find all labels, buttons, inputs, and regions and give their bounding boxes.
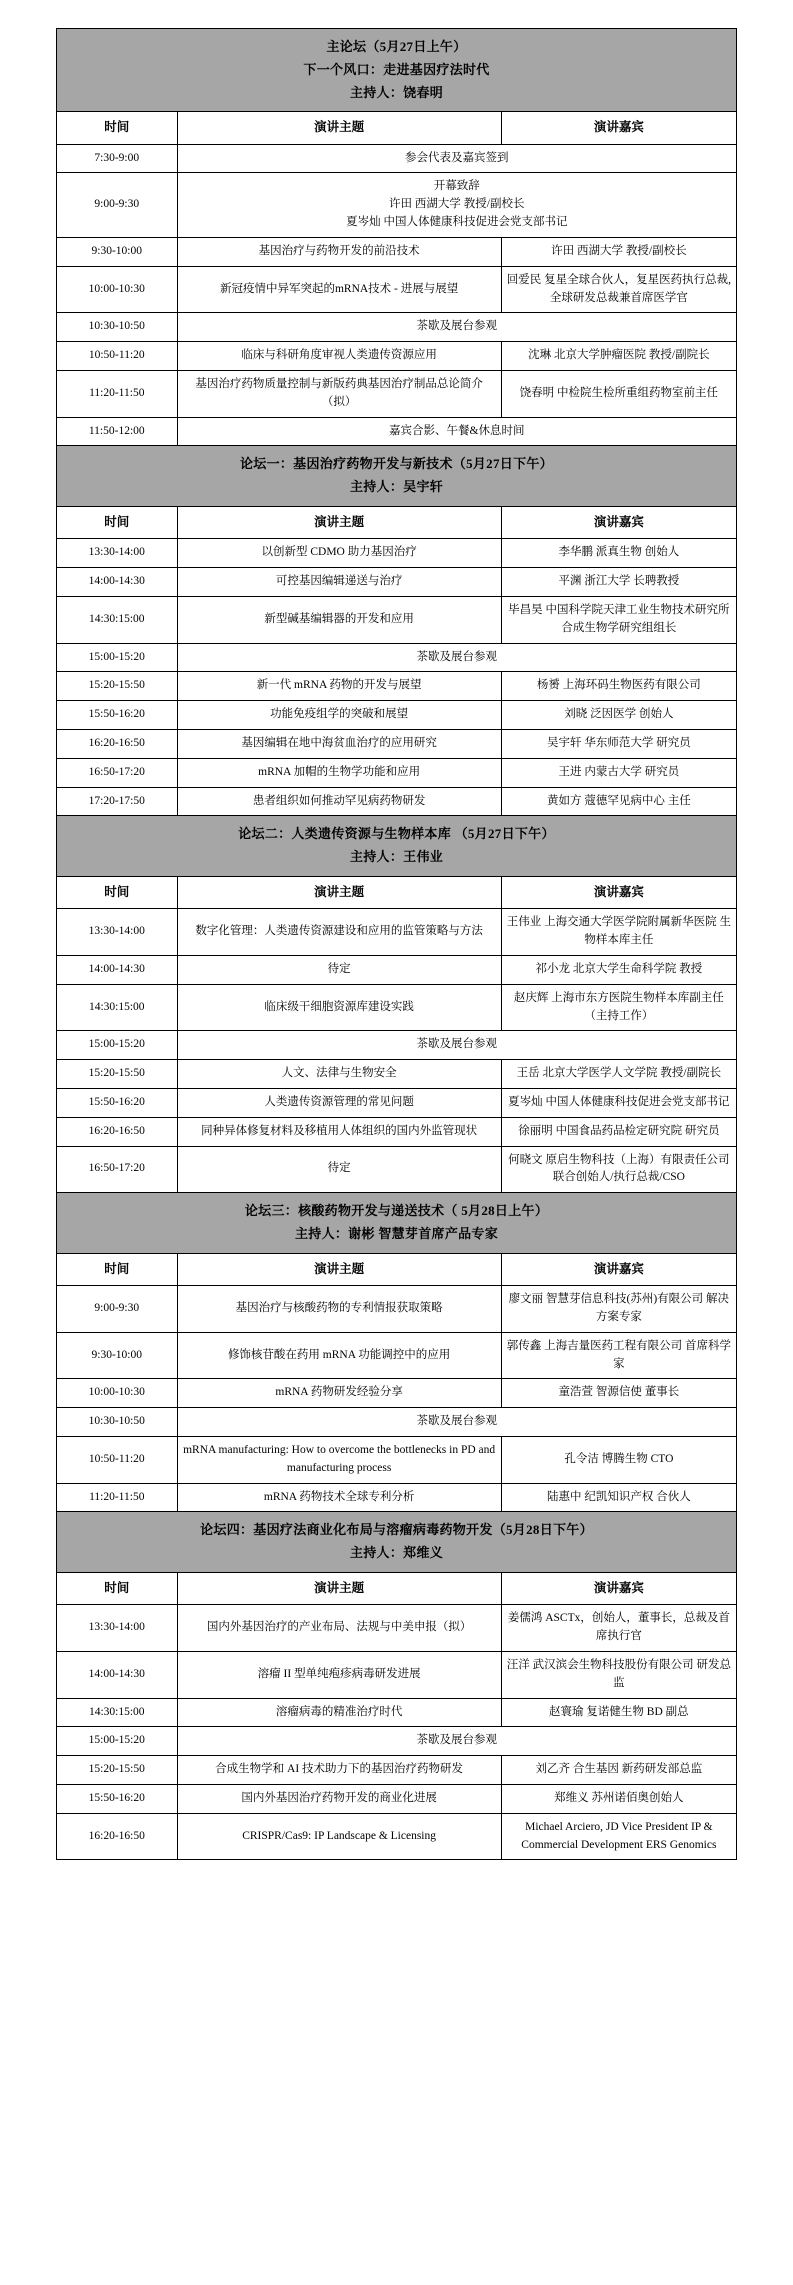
session-speaker: 廖文丽 智慧芽信息科技(苏州)有限公司 解决方案专家: [501, 1286, 736, 1333]
table-row: [57, 1117, 737, 1146]
table-row: [57, 984, 737, 1031]
table-row: [57, 643, 737, 672]
session-topic: 基因治疗药物质量控制与新版药典基因治疗制品总论简介（拟）: [177, 370, 501, 417]
column-header-speaker: 演讲嘉宾: [501, 1572, 736, 1604]
session-topic: 修饰核苷酸在药用 mRNA 功能调控中的应用: [177, 1332, 501, 1379]
table-row: [57, 1483, 737, 1512]
session-time: 10:30-10:50: [57, 1408, 178, 1437]
session-speaker: 平渊 浙江大学 长聘教授: [501, 568, 736, 597]
session-time: 15:00-15:20: [57, 1031, 178, 1060]
section-header-row: [57, 1512, 737, 1573]
table-row: [57, 1813, 737, 1860]
session-time: 14:30:15:00: [57, 596, 178, 643]
session-speaker: 何晓文 原启生物科技（上海）有限责任公司 联合创始人/执行总裁/CSO: [501, 1146, 736, 1193]
session-speaker: 王岳 北京大学医学人文学院 教授/副院长: [501, 1060, 736, 1089]
table-row: [57, 1784, 737, 1813]
section-header-row: [57, 1193, 737, 1254]
session-time: 9:00-9:30: [57, 173, 178, 237]
session-time: 13:30-14:00: [57, 1605, 178, 1652]
session-topic: 待定: [177, 955, 501, 984]
column-header-topic: 演讲主题: [177, 1572, 501, 1604]
table-row: [57, 237, 737, 266]
session-speaker: 姜儒鸿 ASCTx，创始人，董事长，总裁及首席执行官: [501, 1605, 736, 1652]
session-time: 11:20-11:50: [57, 1483, 178, 1512]
section-host: 主持人：饶春明: [349, 84, 444, 100]
table-row: [57, 596, 737, 643]
column-header-speaker: 演讲嘉宾: [501, 112, 736, 144]
session-note: 茶歇及展台参观: [177, 643, 736, 672]
session-speaker: 黄如方 蔻德罕见病中心 主任: [501, 787, 736, 816]
session-topic: 患者组织如何推动罕见病药物研发: [177, 787, 501, 816]
session-speaker: 郑维义 苏州诺佰奥创始人: [501, 1784, 736, 1813]
session-time: 11:20-11:50: [57, 370, 178, 417]
session-topic: 溶瘤病毒的精准治疗时代: [177, 1698, 501, 1727]
section-host: 主持人：谢彬 智慧芽首席产品专家: [294, 1225, 499, 1241]
session-topic: mRNA manufacturing: How to overcome the bottlenecks in PD and manufacturing process: [177, 1436, 501, 1483]
session-speaker: 回爱民 复星全球合伙人，复星医药执行总裁, 全球研发总裁兼首席医学官: [501, 266, 736, 313]
table-row: [57, 758, 737, 787]
session-time: 11:50-12:00: [57, 417, 178, 446]
session-time: 14:00-14:30: [57, 1651, 178, 1698]
table-row: [57, 955, 737, 984]
session-time: 9:00-9:30: [57, 1286, 178, 1333]
session-speaker: 毕昌昊 中国科学院天津工业生物技术研究所合成生物学研究组组长: [501, 596, 736, 643]
session-time: 15:20-15:50: [57, 1060, 178, 1089]
session-time: 16:20-16:50: [57, 1117, 178, 1146]
table-row: [57, 1408, 737, 1437]
session-topic: 待定: [177, 1146, 501, 1193]
table-row: [57, 313, 737, 342]
session-speaker: 赵庆辉 上海市东方医院生物样本库副主任（主持工作）: [501, 984, 736, 1031]
conference-agenda-table: [56, 28, 737, 1860]
session-note: 开幕致辞 许田 西湖大学 教授/副校长 夏岑灿 中国人体健康科技促进会党支部书记: [177, 173, 736, 237]
section-header-row: [57, 446, 737, 507]
session-topic: 合成生物学和 AI 技术助力下的基因治疗药物研发: [177, 1756, 501, 1785]
session-note: 茶歇及展台参观: [177, 1408, 736, 1437]
session-time: 15:50-16:20: [57, 1088, 178, 1117]
table-row: [57, 1060, 737, 1089]
column-header-speaker: 演讲嘉宾: [501, 1253, 736, 1285]
session-note: 茶歇及展台参观: [177, 313, 736, 342]
column-header-row: [57, 1572, 737, 1604]
session-time: 10:00-10:30: [57, 1379, 178, 1408]
section-title: 论坛一：基因治疗药物开发与新技术（5月27日下午）: [239, 456, 553, 472]
table-row: [57, 342, 737, 371]
session-time: 13:30-14:00: [57, 909, 178, 956]
session-time: 10:30-10:50: [57, 313, 178, 342]
session-time: 15:50-16:20: [57, 1784, 178, 1813]
table-row: [57, 173, 737, 237]
table-row: [57, 1088, 737, 1117]
session-speaker: 杨赟 上海环码生物医药有限公司: [501, 672, 736, 701]
session-note: 嘉宾合影、午餐&休息时间: [177, 417, 736, 446]
table-row: [57, 1756, 737, 1785]
session-topic: 同种异体修复材料及移植用人体组织的国内外监管现状: [177, 1117, 501, 1146]
session-time: 14:00-14:30: [57, 955, 178, 984]
session-note: 参会代表及嘉宾签到: [177, 144, 736, 173]
session-speaker: 祁小龙 北京大学生命科学院 教授: [501, 955, 736, 984]
section-header-forum-1: [57, 446, 737, 507]
session-topic: 基因治疗与药物开发的前沿技术: [177, 237, 501, 266]
table-row: [57, 370, 737, 417]
session-time: 15:00-15:20: [57, 1727, 178, 1756]
section-title: 论坛三：核酸药物开发与递送技术（ 5月28日上午）: [244, 1203, 549, 1219]
session-time: 14:30:15:00: [57, 984, 178, 1031]
session-topic: 新型碱基编辑器的开发和应用: [177, 596, 501, 643]
session-time: 13:30-14:00: [57, 539, 178, 568]
session-time: 10:50-11:20: [57, 1436, 178, 1483]
table-row: [57, 1436, 737, 1483]
session-time: 10:00-10:30: [57, 266, 178, 313]
section-header-forum-2: [57, 816, 737, 877]
table-row: [57, 539, 737, 568]
session-topic: 国内外基因治疗药物开发的商业化进展: [177, 1784, 501, 1813]
session-speaker: 许田 西湖大学 教授/副校长: [501, 237, 736, 266]
column-header-topic: 演讲主题: [177, 876, 501, 908]
table-row: [57, 729, 737, 758]
session-topic: 可控基因编辑递送与治疗: [177, 568, 501, 597]
section-header-forum-4: [57, 1512, 737, 1573]
session-time: 14:30:15:00: [57, 1698, 178, 1727]
section-subtitle: 下一个风口：走进基因疗法时代: [303, 61, 490, 77]
session-time: 16:50-17:20: [57, 1146, 178, 1193]
column-header-row: [57, 876, 737, 908]
section-title: 主论坛（5月27日上午）: [326, 39, 467, 54]
session-speaker: 刘乙齐 合生基因 新药研发部总监: [501, 1756, 736, 1785]
column-header-topic: 演讲主题: [177, 506, 501, 538]
table-row: [57, 1332, 737, 1379]
session-topic: mRNA 药物技术全球专利分析: [177, 1483, 501, 1512]
session-time: 17:20-17:50: [57, 787, 178, 816]
session-topic: 基因编辑在地中海贫血治疗的应用研究: [177, 729, 501, 758]
section-host: 主持人：吴宇轩: [349, 479, 444, 495]
session-time: 7:30-9:00: [57, 144, 178, 173]
column-header-row: [57, 506, 737, 538]
session-topic: 人类遗传资源管理的常见问题: [177, 1088, 501, 1117]
session-speaker: 王进 内蒙古大学 研究员: [501, 758, 736, 787]
session-speaker: 刘晓 泛因医学 创始人: [501, 701, 736, 730]
session-topic: 临床级干细胞资源库建设实践: [177, 984, 501, 1031]
section-host: 主持人：王伟业: [349, 849, 444, 865]
session-topic: 新冠疫情中异军突起的mRNA技术 - 进展与展望: [177, 266, 501, 313]
session-topic: mRNA 药物研发经验分享: [177, 1379, 501, 1408]
session-time: 9:30-10:00: [57, 237, 178, 266]
table-row: [57, 1605, 737, 1652]
session-topic: 新一代 mRNA 药物的开发与展望: [177, 672, 501, 701]
section-host: 主持人：郑维义: [349, 1545, 444, 1561]
column-header-time: 时间: [57, 1253, 178, 1285]
session-speaker: 夏岑灿 中国人体健康科技促进会党支部书记: [501, 1088, 736, 1117]
session-time: 15:00-15:20: [57, 643, 178, 672]
session-time: 15:20-15:50: [57, 672, 178, 701]
session-time: 16:20-16:50: [57, 729, 178, 758]
table-row: [57, 1651, 737, 1698]
session-speaker: 李华鹏 派真生物 创始人: [501, 539, 736, 568]
column-header-speaker: 演讲嘉宾: [501, 876, 736, 908]
session-speaker: 徐丽明 中国食品药品检定研究院 研究员: [501, 1117, 736, 1146]
session-note: 茶歇及展台参观: [177, 1031, 736, 1060]
session-speaker: 童浩萱 智源信使 董事长: [501, 1379, 736, 1408]
section-header-row: [57, 29, 737, 112]
column-header-time: 时间: [57, 1572, 178, 1604]
session-topic: 国内外基因治疗的产业布局、法规与中美申报（拟）: [177, 1605, 501, 1652]
session-speaker: 郭传鑫 上海吉量医药工程有限公司 首席科学家: [501, 1332, 736, 1379]
session-topic: 数字化管理：人类遗传资源建设和应用的监管策略与方法: [177, 909, 501, 956]
session-topic: 临床与科研角度审视人类遗传资源应用: [177, 342, 501, 371]
table-row: [57, 1727, 737, 1756]
table-row: [57, 701, 737, 730]
session-speaker: 吴宇轩 华东师范大学 研究员: [501, 729, 736, 758]
table-row: [57, 1286, 737, 1333]
session-speaker: 沈琳 北京大学肿瘤医院 教授/副院长: [501, 342, 736, 371]
session-topic: mRNA 加帽的生物学功能和应用: [177, 758, 501, 787]
session-time: 16:50-17:20: [57, 758, 178, 787]
session-speaker: 孔令洁 博腾生物 CTO: [501, 1436, 736, 1483]
table-row: [57, 417, 737, 446]
table-row: [57, 787, 737, 816]
table-row: [57, 1146, 737, 1193]
column-header-row: [57, 112, 737, 144]
column-header-topic: 演讲主题: [177, 112, 501, 144]
session-speaker: Michael Arciero, JD Vice President IP & Commercial Development ERS Genomics: [501, 1813, 736, 1860]
session-topic: CRISPR/Cas9: IP Landscape & Licensing: [177, 1813, 501, 1860]
session-time: 9:30-10:00: [57, 1332, 178, 1379]
session-time: 16:20-16:50: [57, 1813, 178, 1860]
session-time: 15:20-15:50: [57, 1756, 178, 1785]
table-row: [57, 568, 737, 597]
section-header-row: [57, 816, 737, 877]
session-speaker: 饶春明 中检院生检所重组药物室前主任: [501, 370, 736, 417]
session-topic: 功能免疫组学的突破和展望: [177, 701, 501, 730]
section-title: 论坛四：基因疗法商业化布局与溶瘤病毒药物开发（5月28日下午）: [200, 1522, 593, 1538]
session-speaker: 汪洋 武汉滨会生物科技股份有限公司 研发总监: [501, 1651, 736, 1698]
session-speaker: 陆惠中 纪凯知识产权 合伙人: [501, 1483, 736, 1512]
column-header-row: [57, 1253, 737, 1285]
session-time: 15:50-16:20: [57, 701, 178, 730]
table-row: [57, 1031, 737, 1060]
session-topic: 以创新型 CDMO 助力基因治疗: [177, 539, 501, 568]
session-time: 14:00-14:30: [57, 568, 178, 597]
section-title: 论坛二：人类遗传资源与生物样本库 （5月27日下午）: [238, 826, 555, 842]
column-header-time: 时间: [57, 112, 178, 144]
session-note: 茶歇及展台参观: [177, 1727, 736, 1756]
table-row: [57, 144, 737, 173]
column-header-topic: 演讲主题: [177, 1253, 501, 1285]
column-header-speaker: 演讲嘉宾: [501, 506, 736, 538]
session-time: 10:50-11:20: [57, 342, 178, 371]
session-speaker: 赵寰瑜 复诺健生物 BD 副总: [501, 1698, 736, 1727]
table-row: [57, 909, 737, 956]
column-header-time: 时间: [57, 876, 178, 908]
table-row: [57, 1698, 737, 1727]
session-topic: 溶瘤 II 型单纯疱疹病毒研发进展: [177, 1651, 501, 1698]
session-speaker: 王伟业 上海交通大学医学院附属新华医院 生物样本库主任: [501, 909, 736, 956]
section-header-main-forum: [57, 29, 737, 112]
table-row: [57, 672, 737, 701]
column-header-time: 时间: [57, 506, 178, 538]
table-row: [57, 1379, 737, 1408]
table-row: [57, 266, 737, 313]
section-header-forum-3: [57, 1193, 737, 1254]
session-topic: 基因治疗与核酸药物的专利情报获取策略: [177, 1286, 501, 1333]
session-topic: 人文、法律与生物安全: [177, 1060, 501, 1089]
